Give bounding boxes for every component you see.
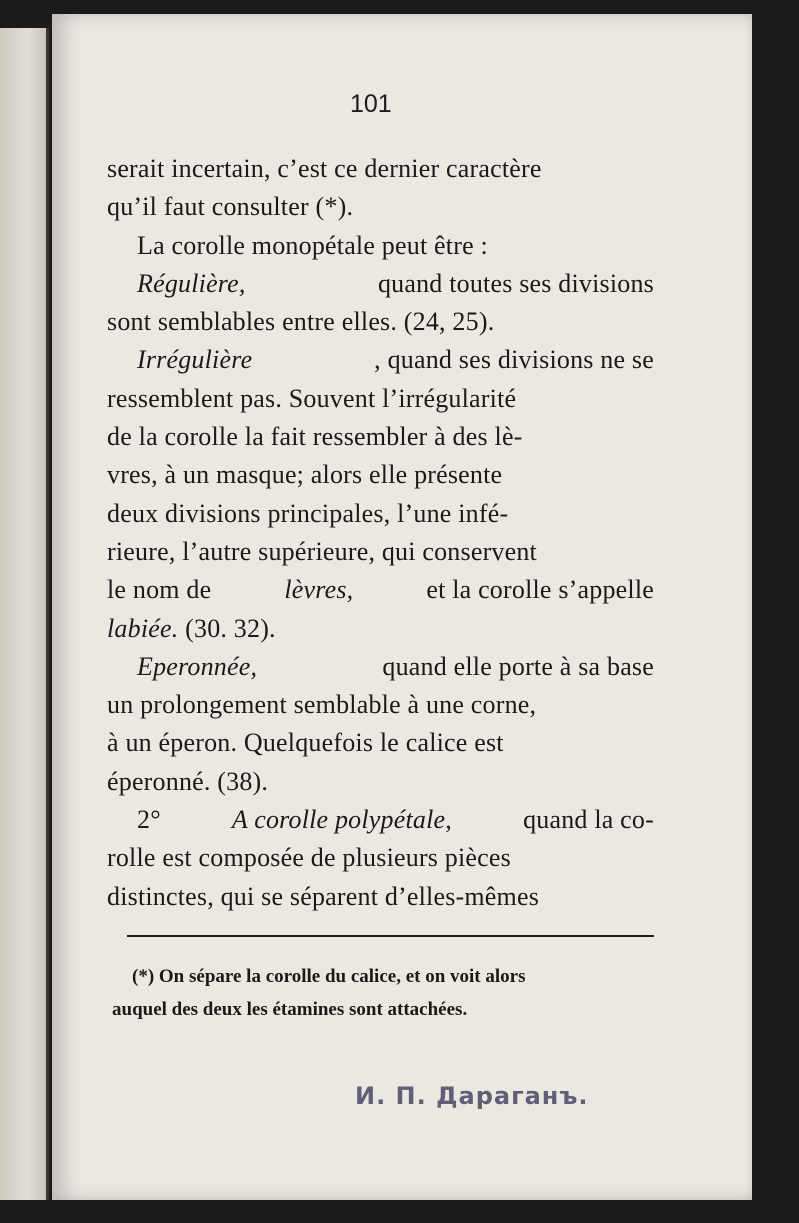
text-span: (30. 32).	[178, 613, 276, 643]
text-span: qu’il faut consulter (*).	[107, 192, 354, 222]
text-line	[107, 763, 654, 801]
text-line	[107, 610, 654, 648]
text-span: quand toutes ses divisions	[371, 268, 654, 298]
text-span: distinctes, qui se séparent d’elles-mêmes	[107, 881, 540, 911]
ownership-stamp: И. П. Дараганъ.	[355, 1082, 589, 1110]
italic-term: lèvres,	[284, 575, 354, 605]
text-line	[107, 571, 654, 609]
text-span: vres, à un masque; alors elle présente	[107, 460, 503, 490]
text-span: et la corolle s’appelle	[419, 575, 654, 605]
text-span: éperonné. (38).	[107, 766, 269, 796]
text-span: serait incertain, c’est ce dernier caractère	[107, 154, 542, 183]
footnote-line-2: auquel des deux les étamines sont attachées.	[112, 999, 468, 1020]
text-span: sont semblables entre elles. (24, 25).	[107, 307, 495, 337]
text-line	[107, 686, 654, 724]
text-span: rieure, l’autre supérieure, qui conservent	[107, 536, 537, 566]
footnote-line-1: (*) On sépare la corolle du calice, et on voit alors	[132, 966, 526, 987]
footnote	[112, 960, 654, 1026]
text-line	[107, 265, 654, 303]
text-line	[107, 303, 654, 341]
italic-term: Régulière,	[137, 268, 246, 298]
text-span: deux divisions principales, l’une infé-	[107, 498, 509, 528]
text-line	[107, 227, 654, 265]
footnote-rule	[127, 935, 654, 937]
facing-page-edge	[0, 28, 49, 1200]
text-line	[107, 418, 654, 456]
italic-term: Eperonnée,	[137, 651, 258, 681]
italic-term: A corolle polypétale,	[231, 805, 452, 835]
text-line	[107, 188, 654, 226]
text-line	[107, 533, 654, 571]
text-span: à un éperon. Quelquefois le calice est	[107, 728, 504, 758]
text-line	[107, 150, 654, 188]
text-span: le nom de	[107, 575, 219, 605]
text-line	[107, 648, 654, 686]
text-line	[107, 839, 654, 877]
text-span: 2°	[137, 805, 168, 835]
text-span: quand la co-	[516, 805, 654, 835]
text-line	[107, 456, 654, 494]
italic-term: Irrégulière	[137, 345, 253, 375]
text-line	[107, 380, 654, 418]
text-line	[107, 878, 654, 916]
text-span: un prolongement semblable à une corne,	[107, 690, 537, 720]
text-line	[107, 341, 654, 379]
text-span: , quand ses divisions ne se	[374, 345, 654, 375]
text-span: rolle est composée de plusieurs pièces	[107, 843, 511, 873]
text-line	[107, 495, 654, 533]
text-span: quand elle porte à sa base	[375, 651, 654, 681]
italic-term: labiée.	[107, 613, 179, 643]
body-text	[107, 150, 654, 916]
text-span: de la corolle la fait ressembler à des lè-	[107, 422, 523, 452]
text-span: La corolle monopétale peut être :	[137, 230, 488, 260]
text-line	[107, 801, 654, 839]
text-line	[107, 724, 654, 762]
text-span: ressemblent pas. Souvent l’irrégularité	[107, 383, 517, 413]
page-number: 101	[350, 90, 392, 118]
